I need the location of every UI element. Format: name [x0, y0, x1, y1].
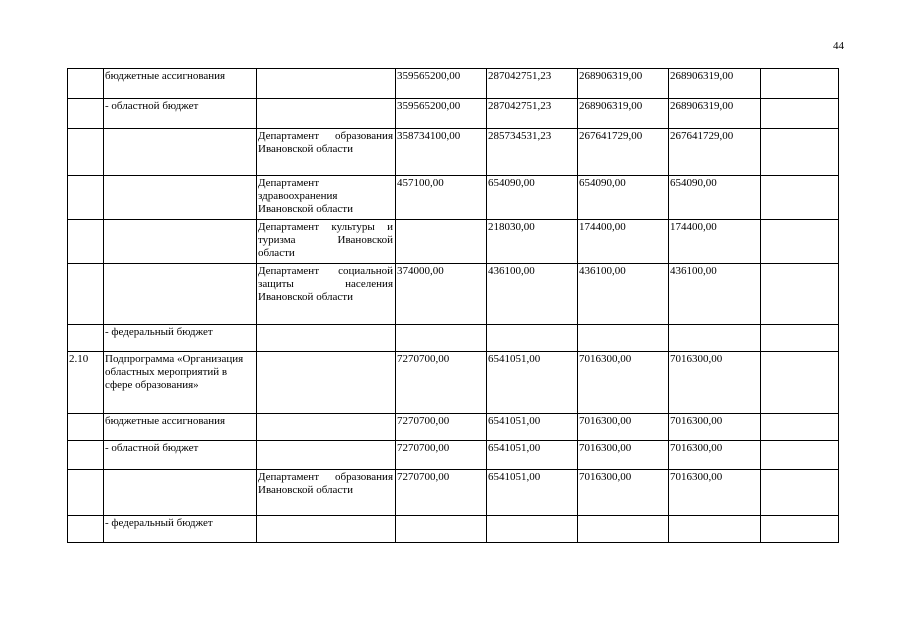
cell-value-1: 359565200,00	[396, 69, 487, 99]
cell-value-2: 285734531,23	[487, 129, 578, 176]
cell-value-5	[761, 516, 839, 543]
cell-num	[68, 414, 104, 441]
cell-value-2: 218030,00	[487, 220, 578, 264]
cell-value-4: 7016300,00	[669, 352, 761, 414]
cell-name	[104, 220, 257, 264]
cell-value-5	[761, 352, 839, 414]
cell-value-5	[761, 99, 839, 129]
cell-value-3	[578, 516, 669, 543]
cell-value-5	[761, 264, 839, 325]
cell-name	[104, 176, 257, 220]
cell-value-3: 7016300,00	[578, 352, 669, 414]
cell-value-3: 436100,00	[578, 264, 669, 325]
cell-dept	[257, 69, 396, 99]
cell-value-3: 268906319,00	[578, 99, 669, 129]
cell-dept: Департамент здравоохранения Ивановской области	[257, 176, 396, 220]
cell-value-5	[761, 220, 839, 264]
cell-num	[68, 516, 104, 543]
cell-num	[68, 176, 104, 220]
cell-name: - областной бюджет	[104, 99, 257, 129]
table-row	[68, 264, 839, 325]
cell-value-3: 267641729,00	[578, 129, 669, 176]
cell-value-3: 7016300,00	[578, 470, 669, 516]
cell-value-2: 287042751,23	[487, 99, 578, 129]
cell-value-4: 268906319,00	[669, 69, 761, 99]
cell-value-2: 6541051,00	[487, 470, 578, 516]
cell-dept	[257, 325, 396, 352]
table-row	[68, 176, 839, 220]
cell-num	[68, 441, 104, 470]
cell-value-5	[761, 470, 839, 516]
cell-value-3: 654090,00	[578, 176, 669, 220]
cell-value-2: 6541051,00	[487, 352, 578, 414]
cell-value-5	[761, 176, 839, 220]
table-row	[68, 414, 839, 441]
cell-value-1: 374000,00	[396, 264, 487, 325]
cell-dept	[257, 441, 396, 470]
cell-value-1: 7270700,00	[396, 441, 487, 470]
cell-dept: Департамент образования Ивановской области	[257, 129, 396, 176]
cell-value-4	[669, 516, 761, 543]
cell-value-1	[396, 220, 487, 264]
cell-dept: Департамент культуры и туризма Ивановской области	[257, 220, 396, 264]
table-row	[68, 220, 839, 264]
cell-dept: Департамент образования Ивановской области	[257, 470, 396, 516]
cell-value-3: 268906319,00	[578, 69, 669, 99]
cell-name: бюджетные ассигнования	[104, 414, 257, 441]
cell-name: - областной бюджет	[104, 441, 257, 470]
cell-value-4: 7016300,00	[669, 441, 761, 470]
cell-value-4	[669, 325, 761, 352]
cell-value-1: 457100,00	[396, 176, 487, 220]
cell-value-1	[396, 325, 487, 352]
cell-num	[68, 99, 104, 129]
cell-value-2: 436100,00	[487, 264, 578, 325]
table-row	[68, 441, 839, 470]
cell-value-4: 7016300,00	[669, 414, 761, 441]
cell-num	[68, 69, 104, 99]
cell-value-5	[761, 325, 839, 352]
cell-name: - федеральный бюджет	[104, 516, 257, 543]
cell-name	[104, 470, 257, 516]
cell-value-2: 6541051,00	[487, 441, 578, 470]
cell-value-4: 174400,00	[669, 220, 761, 264]
table-row	[68, 325, 839, 352]
table-row	[68, 516, 839, 543]
cell-num: 2.10	[68, 352, 104, 414]
cell-num	[68, 220, 104, 264]
cell-value-4: 268906319,00	[669, 99, 761, 129]
cell-value-3: 7016300,00	[578, 414, 669, 441]
cell-value-3: 7016300,00	[578, 441, 669, 470]
cell-value-3: 174400,00	[578, 220, 669, 264]
cell-value-1: 359565200,00	[396, 99, 487, 129]
cell-num	[68, 129, 104, 176]
cell-value-2	[487, 516, 578, 543]
cell-value-1: 7270700,00	[396, 352, 487, 414]
cell-value-2: 287042751,23	[487, 69, 578, 99]
cell-dept	[257, 414, 396, 441]
table-row	[68, 352, 839, 414]
cell-value-5	[761, 441, 839, 470]
cell-value-4: 267641729,00	[669, 129, 761, 176]
cell-name: - федеральный бюджет	[104, 325, 257, 352]
table-row	[68, 129, 839, 176]
cell-name: бюджетные ассигнования	[104, 69, 257, 99]
cell-dept	[257, 352, 396, 414]
cell-value-2: 654090,00	[487, 176, 578, 220]
cell-value-4: 7016300,00	[669, 470, 761, 516]
cell-name	[104, 129, 257, 176]
cell-num	[68, 264, 104, 325]
cell-value-5	[761, 69, 839, 99]
table-row	[68, 99, 839, 129]
budget-table	[67, 68, 839, 543]
cell-value-1: 7270700,00	[396, 470, 487, 516]
cell-dept	[257, 516, 396, 543]
cell-name: Подпрограмма «Организация областных мероприятий в сфере образования»	[104, 352, 257, 414]
cell-value-4: 436100,00	[669, 264, 761, 325]
cell-value-5	[761, 129, 839, 176]
cell-value-4: 654090,00	[669, 176, 761, 220]
cell-value-2: 6541051,00	[487, 414, 578, 441]
cell-num	[68, 325, 104, 352]
cell-value-2	[487, 325, 578, 352]
cell-value-5	[761, 414, 839, 441]
table-row	[68, 470, 839, 516]
cell-value-3	[578, 325, 669, 352]
cell-value-1: 7270700,00	[396, 414, 487, 441]
cell-dept	[257, 99, 396, 129]
cell-value-1: 358734100,00	[396, 129, 487, 176]
cell-name	[104, 264, 257, 325]
cell-num	[68, 470, 104, 516]
table-row	[68, 69, 839, 99]
page-number: 44	[833, 40, 844, 52]
cell-value-1	[396, 516, 487, 543]
cell-dept: Департамент социальной защиты населения Ивановской области	[257, 264, 396, 325]
